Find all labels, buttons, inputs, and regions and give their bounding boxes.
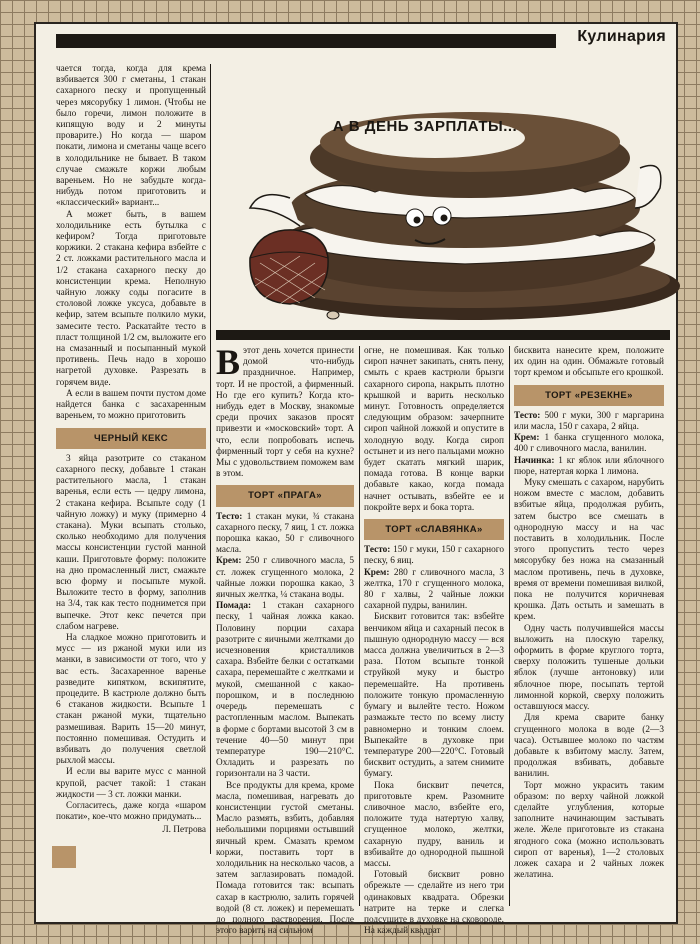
corner-square <box>52 846 76 868</box>
ingredients-text: 1 банка сгущенного молока, 400 г сливочного масла, ванилин. <box>514 433 664 455</box>
magazine-page <box>34 22 678 937</box>
label-testo: Тесто: <box>364 545 391 556</box>
label-testo: Тесто: <box>514 410 541 421</box>
column-2 <box>216 342 355 937</box>
illustration-title: А В ДЕНЬ ЗАРПЛАТЫ... <box>332 118 518 135</box>
col1-paragraph: А если в вашем почти пустом доме найдется банка с засахаренным вареньем, то можно приготовить <box>56 388 206 422</box>
ingredients-text: 280 г сливочного масла, 3 желтка, 170 г сгущенного молока, 80 г халвы, 2 чайные ложки сахарной пудры, ванилин. <box>364 567 504 612</box>
col1-paragraph: И если вы варите мусс с манной крупой, расчет такой: 1 стакан жидкости — 3 ст. ложки манки. <box>56 767 206 800</box>
col3-paragraph: огне, не помешивая. Как только сироп начнет закипать, снять пену, смыть с краев кастрюли брызги сахарного сиропа, накрыть плотно крышкой и варить несколько минут. Готовность определяется следующим образом: зачерпните сироп чайной ложкой и опустите в холодную воду. Когда сироп остынет и из него пальцами можно будет скатать мягкий шарик, помада готова. В конце варки добавьте какао, когда помада начнет остывать, взбейте ее и покройте верх и бока торта. <box>364 346 504 513</box>
col3-paragraph: Пока бисквит печется, приготовьте крем. Разомните сливочное масло, взбейте его, положите туда натертую халву, сгущенное молоко, желтки, сахарную пудру, ваниль и взбивайте до однородной пышной массы. <box>364 780 504 869</box>
column-rule <box>509 346 510 906</box>
col2-paragraph: Все продукты для крема, кроме масла, помешивая, нагревать до консистенции густой сметаны. Масло размять, взбить, добавляя небольшими порциями остывший яичный крем. Смазать кремом коржи, поставить торт в холодильник на несколько часов, а затем заглазировать помадой. Помада готовится так: всыпать сахар в кастрюлю, залить горячей водой (8 ст. ложек) и перемешать до полного растворения. После этого варить на сильном <box>216 780 354 937</box>
col4-paragraph: бисквита нанесите крем, положите их один на один. Обмажьте готовый торт кремом и обсыпьте его крошкой. <box>514 346 664 379</box>
intro-text: этот день хочется принести домой что-нибудь праздничное. Например, торт. И не простой, а фирменный. Но где его купить? Когда кто-нибудь едет в Москву, знакомые среди прочих заказов просят привезти и «московский» торт. А что, если попробовать испечь фирменный торт у себя на кухне? Мы с удовольствием поможем вам в этом. <box>216 346 354 480</box>
ingredients-text: 1 стакан муки, ¾ стакана сахарного песку, 7 яиц, 1 ст. ложка порошка какао, 50 г сливочного масла. <box>216 511 354 556</box>
recipe-heading-praga: ТОРТ «ПРАГА» <box>216 485 354 506</box>
col1-paragraph: На сладкое можно приготовить и мусс — из ржаной муки или из манки, в зависимости от того, что у вас есть. Засахаренное варенье разведите кипятком, вскипятите, процедите. В кастрюле должно быть 6 стаканов жидкости. Всыпьте 1 стакан ржаной муки, тщательно размешивая. Варить 15—20 минут, постоянно помешивая. Остудить и взбивать до получения светлой рыхлой массы. <box>56 632 206 767</box>
ingredients-text: 1 стакан сахарного песку, 1 чайная ложка какао. Половину порции сахара разотрите с яичными желтками до исчезновения кристалликов сахара. Взбейте белки с остатками сахара, перемешайте с желтками и мукой, смешанной с какао-порошком, и в последнюю очередь перемешать с растопленным маслом. Выпекать в форме с бортами высотой 3 см в течение 40—50 минут при температуре 190—210°С. Охладить и разрезать по горизонтали на 3 части. <box>216 601 354 780</box>
column-1 <box>56 64 206 837</box>
ingredients-text: 250 г сливочного масла, 5 ст. ложек сгущенного молока, 2 чайные ложки порошка какао, 3 яичных желтка, ¼ стакана воды. <box>216 556 355 601</box>
ingredients-text: 1 кг яблок или яблочного пюре, натертая корка 1 лимона. <box>514 455 664 477</box>
column-rule <box>210 64 211 854</box>
col3-paragraph: Бисквит готовится так: взбейте венчиком яйца и сахарный песок в пышную однородную массу — вся масса должна увеличиться в 2—3 раза. Потом всыпьте тонкой струйкой муку и быстро перемешайте. На противень положите тонкую промасленную бумагу и вылейте тесто. Ножом размажьте тесто по всему листу равномерно и тонким слоем. Выпекайте в духовке при температуре 200—220°С. Готовый бисквит остудить, а затем снимите бумагу. <box>364 612 504 780</box>
label-krem: Крем: <box>364 567 390 578</box>
label-pomada: Помада: <box>216 601 252 612</box>
label-krem: Крем: <box>216 556 242 567</box>
label-nachinka: Начинка: <box>514 455 555 466</box>
col4-paragraph: Для крема сварите банку сгущенного молока в воде (2—3 часа). Остывшее молоко по частям добавьте к взбитому маслу. Затем, продолжая взбивать, добавьте ванилин. <box>514 713 664 780</box>
cake-illustration <box>220 58 670 326</box>
col1-paragraph: А может быть, в вашем холодильнике есть бутылка с кефиром? Тогда приготовьте коржики. 2 стакана кефира взбейте с 2 ст. ложками растительного масла и 1/2 стакана сахарного песку до консистенции крема. Неполную чайную ложку соды погасите в столовой ложке уксуса, добавьте в кефир, затем всыпьте полкило муки, замесите тесто. Раскатайте тесто в пласт толщиной 1/2 см, выложите его на смазанный и посыпанный мукой противень. Печь надо в хорошо нагретой духовке. Разрезать в горячем виде. <box>56 209 206 388</box>
column-3 <box>364 346 504 937</box>
column-rule <box>359 346 360 906</box>
col4-paragraph: Торт можно украсить таким образом: по верху чайной ложкой сделайте углубления, которые заполните начинающим застывать желе. Желе приготовьте из стакана ягодного сока (можно использовать сироп от варенья), 1—2 столовых ложек сахара и 2 чайных ложек желатина. <box>514 780 664 881</box>
recipe-heading-kek: ЧЕРНЫЙ КЕКС <box>56 428 206 449</box>
section-title: Кулинария <box>577 28 666 45</box>
col1-paragraph: Согласитесь, даже когда «шаром покати», кое-что можно придумать... <box>56 801 206 823</box>
column-4 <box>514 346 664 881</box>
col4-paragraph: Муку смешать с сахаром, нарубить ножом вместе с маслом, добавить взбитые яйца, продолжая рубить, затем быстро все смешать в однородную массу и на час поставить в холодильник. После этого пропустить тесто через мясорубку без ножа на смазанный маслом противень, печь в духовке, время от времени помешивая вилкой, пока не получится коричневая крошка. Дать остыть и замешать в крем. <box>514 478 664 623</box>
ingredients-text: 500 г муки, 300 г маргарина или масла, 150 г сахара, 2 яйца. <box>514 410 664 433</box>
recipe-heading-slavyanka: ТОРТ «СЛАВЯНКА» <box>364 519 504 540</box>
label-krem: Крем: <box>514 433 540 444</box>
drop-cap: В <box>216 342 241 382</box>
col3-paragraph: Готовый бисквит ровно обрежьте — сделайте из него три одинаковых квадрата. Обрезки натрите на терке и слегка подсушите в духовке на сковороде. На каждый квадрат <box>364 870 504 937</box>
divider-band <box>216 330 670 340</box>
col1-paragraph: 3 яйца разотрите со стаканом сахарного песку, добавьте 1 стакан растительного масла, 1 стакан варенья, если есть — цедру лимона, 2 стакана кефира. Всыпьте соду (1 чайную ложку) и муку (примерно 4 стакана). Муки всыпать столько, сколько необходимо для получения массы консистенции густой манной каши. Приготовьте форму: положите на дно промасленный лист, смажьте всю форму и посыпьте мукой. Выложите тесто в форму, заполнив на 3/4, так как тесто поднимется при выпечке. Этот кекс печется при слабом нагреве. <box>56 453 206 632</box>
label-testo: Тесто: <box>216 511 243 522</box>
col1-paragraph: чается тогда, когда для крема взбивается 300 г сметаны, 1 стакан сахарного песку и пропущенный через мясорубку 1 лимон. (Чтобы не было горечи, лимон положите в кипящую воду и 2 минуты проварите.) Но когда — шаром покати, лимона и сметаны чаще всего в холодильнике не бывает. В таком случае смажьте коржи любым вареньем. Но не забудьте когда-нибудь потом приготовить и «классический» вариант... <box>56 64 206 209</box>
recipe-heading-rezekne: ТОРТ «РЕЗЕКНЕ» <box>514 385 664 406</box>
col4-paragraph: Одну часть получившейся массы выложить на плоскую тарелку, оформить в форме круглого торта, сверху положить тушеные дольки яблок (лучше антоновку) или яблочное пюре, посыпать тертой лимонной коркой, сверху положить оставшуюся массу. <box>514 623 664 713</box>
ingredients-text: 150 г муки, 150 г сахарного песку, 6 яиц. <box>364 545 504 567</box>
author-signature: Л. Петрова <box>162 825 206 836</box>
header-bar <box>56 34 556 48</box>
